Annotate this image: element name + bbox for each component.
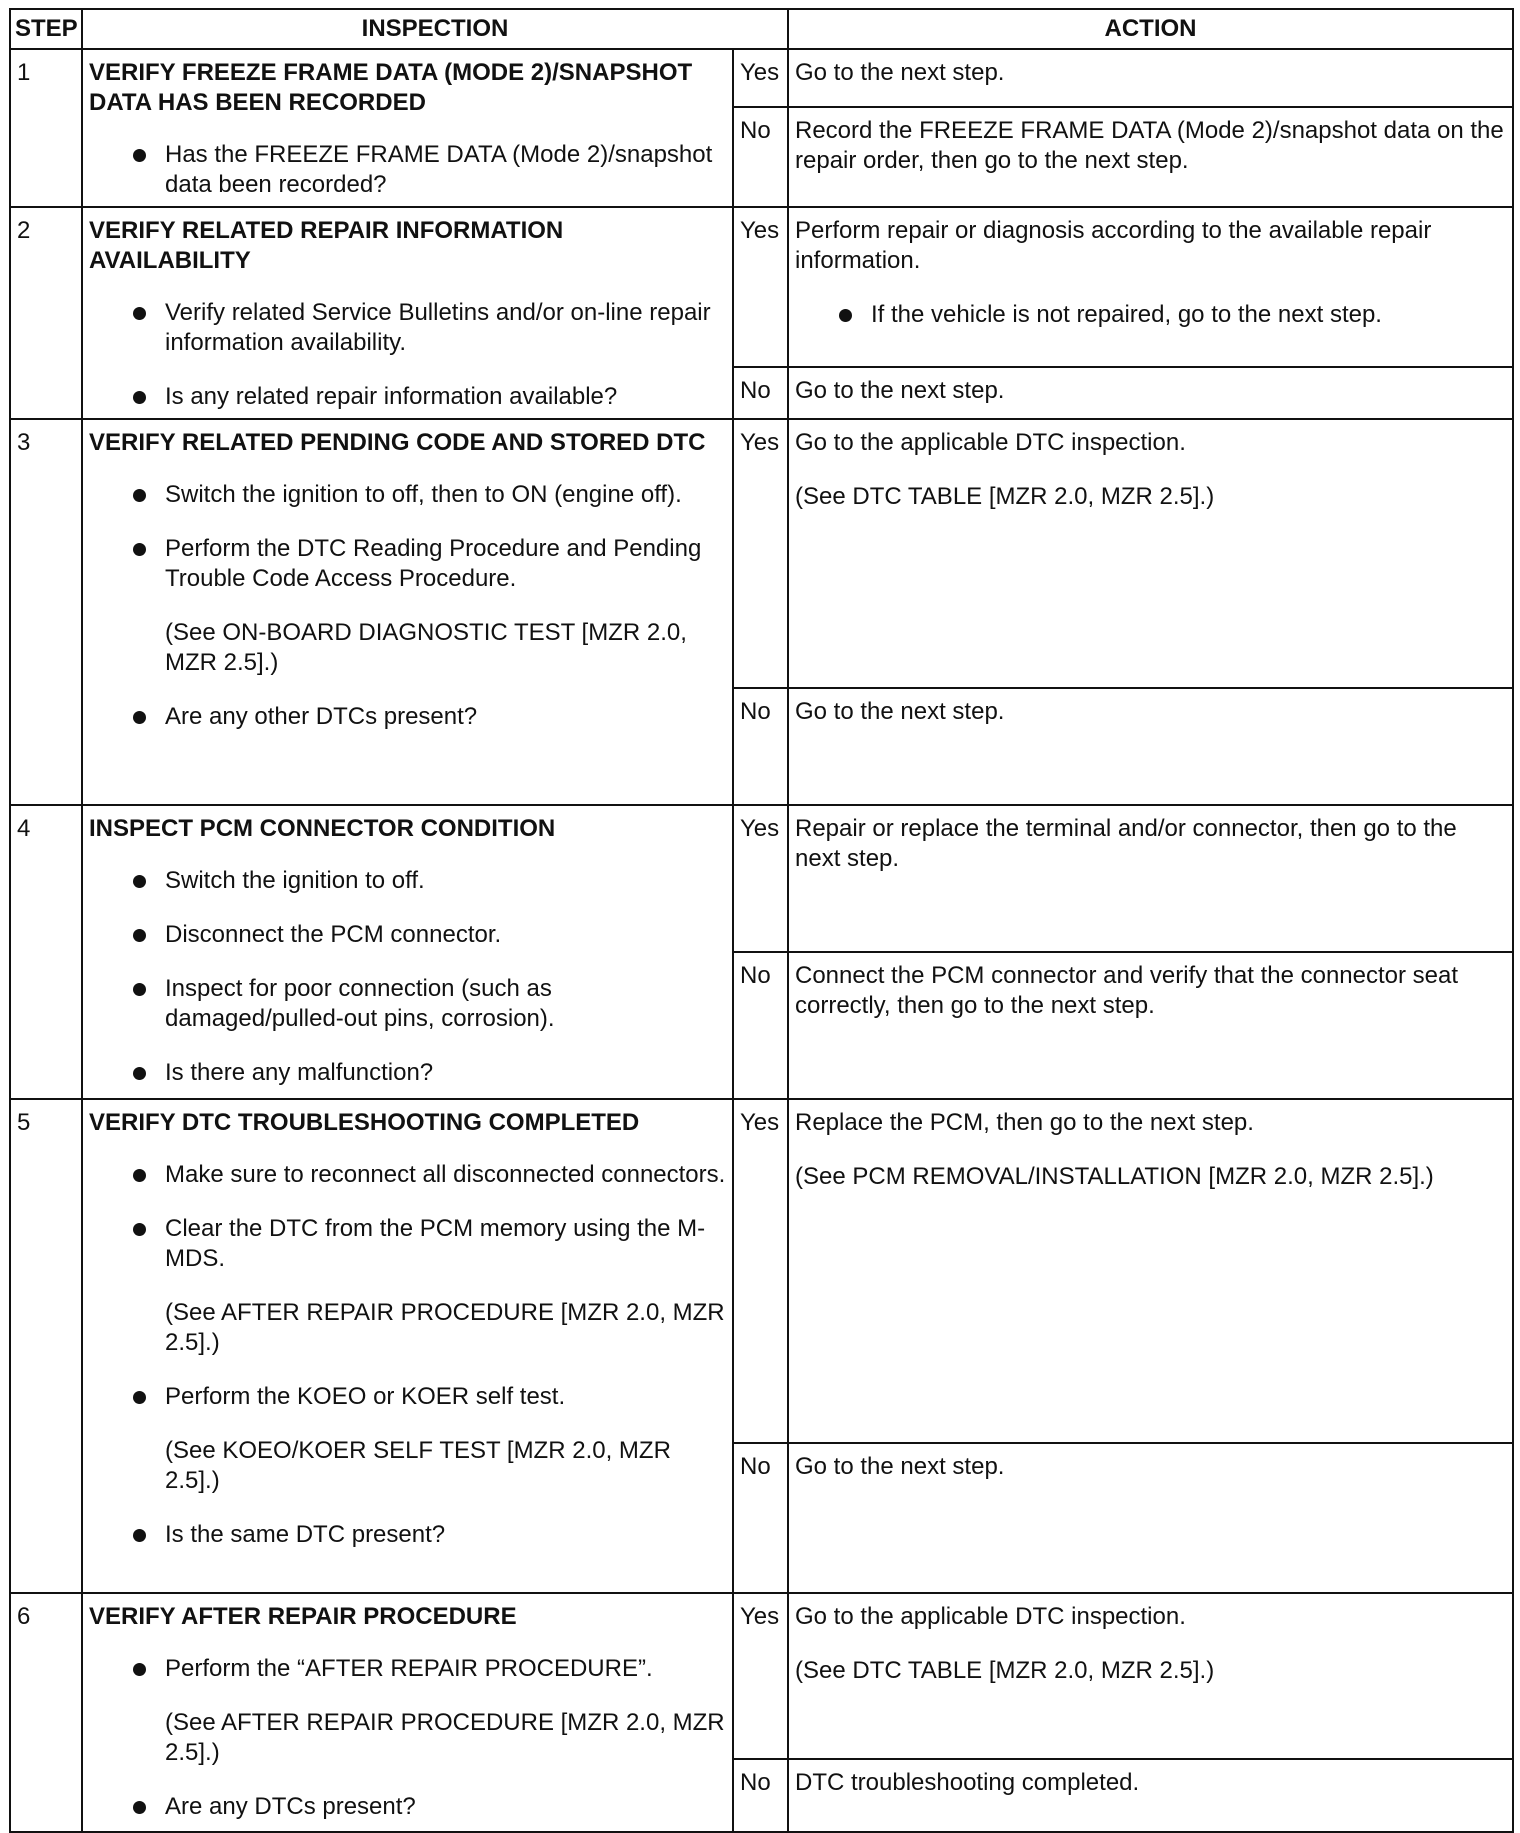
- action-text: (See DTC TABLE [MZR 2.0, MZR 2.5].): [795, 1657, 1215, 1684]
- inspection-title: INSPECT PCM CONNECTOR CONDITION: [89, 815, 556, 842]
- action-text: Go to the applicable DTC inspection.: [795, 1603, 1186, 1630]
- action-text: Go to the next step.: [795, 59, 1005, 86]
- step-row-6: [10, 1593, 1513, 1759]
- no-action: [788, 688, 1513, 805]
- step-number: 5: [10, 1099, 82, 1593]
- no-action: [788, 107, 1513, 207]
- no-label: No: [733, 367, 788, 419]
- action-text: Go to the next step.: [795, 376, 1005, 404]
- header-inspection: INSPECTION: [82, 9, 788, 49]
- inspection-bullet: Switch the ignition to off, then to ON (engine off).: [89, 480, 726, 510]
- reference-note: (See ON-BOARD DIAGNOSTIC TEST [MZR 2.0, MZR 2.5].): [165, 619, 687, 676]
- inspection-title: VERIFY AFTER REPAIR PROCEDURE: [89, 1603, 517, 1630]
- inspection-bullet: Perform the “AFTER REPAIR PROCEDURE”.: [89, 1654, 726, 1684]
- reference-note: (See AFTER REPAIR PROCEDURE [MZR 2.0, MZR 2.5].): [165, 1709, 725, 1766]
- yes-action: [788, 1593, 1513, 1759]
- inspection-bullet: Verify related Service Bulletins and/or on-line repair information availability.: [89, 298, 726, 358]
- diagnostic-table: [9, 8, 1514, 1833]
- step-row-1: [10, 49, 1513, 107]
- no-action: [788, 1759, 1513, 1832]
- step-number: 2: [10, 207, 82, 419]
- no-action: [788, 1443, 1513, 1593]
- action-text: Replace the PCM, then go to the next step.: [795, 1109, 1254, 1136]
- no-action: [788, 952, 1513, 1099]
- step-row-5: [10, 1099, 1513, 1443]
- no-label: No: [733, 952, 788, 1099]
- yes-action: [788, 419, 1513, 688]
- inspection-cell: [82, 805, 733, 1099]
- yes-label: Yes: [733, 805, 788, 952]
- yes-label: Yes: [733, 207, 788, 367]
- no-action: [788, 367, 1513, 419]
- action-bullet: If the vehicle is not repaired, go to the next step.: [795, 300, 1506, 330]
- no-label: No: [733, 107, 788, 207]
- step-number: 6: [10, 1593, 82, 1832]
- action-text: Go to the next step.: [795, 1453, 1005, 1480]
- inspection-title: VERIFY RELATED PENDING CODE AND STORED DTC: [89, 429, 706, 456]
- action-text: DTC troubleshooting completed.: [795, 1769, 1140, 1796]
- action-text: Repair or replace the terminal and/or connector, then go to the next step.: [795, 815, 1457, 872]
- inspection-bullet: Clear the DTC from the PCM memory using the M-MDS.: [89, 1214, 726, 1274]
- inspection-bullet: Inspect for poor connection (such as damaged/pulled-out pins, corrosion).: [89, 974, 726, 1034]
- inspection-title: VERIFY RELATED REPAIR INFORMATION AVAILABILITY: [89, 217, 564, 274]
- action-text: Go to the next step.: [795, 698, 1005, 725]
- step-row-2: [10, 207, 1513, 367]
- yes-label: Yes: [733, 49, 788, 107]
- inspection-cell: [82, 49, 733, 207]
- diagnostic-table-body: [10, 9, 1513, 1832]
- inspection-bullet: Switch the ignition to off.: [89, 866, 726, 896]
- inspection-cell: [82, 1593, 733, 1832]
- no-label: No: [733, 1759, 788, 1832]
- inspection-bullet: Is there any malfunction?: [89, 1058, 726, 1088]
- inspection-bullet: Perform the KOEO or KOER self test.: [89, 1382, 726, 1412]
- reference-note: (See KOEO/KOER SELF TEST [MZR 2.0, MZR 2.5].): [165, 1437, 671, 1494]
- inspection-cell: [82, 419, 733, 805]
- inspection-bullet: Are any DTCs present?: [89, 1792, 726, 1822]
- step-number: 1: [10, 49, 82, 207]
- inspection-title: VERIFY DTC TROUBLESHOOTING COMPLETED: [89, 1109, 640, 1136]
- inspection-bullet: Perform the DTC Reading Procedure and Pending Trouble Code Access Procedure.: [89, 534, 726, 594]
- header-action: ACTION: [788, 9, 1513, 49]
- action-text: Perform repair or diagnosis according to the available repair information.: [795, 217, 1432, 274]
- inspection-bullet: Is the same DTC present?: [89, 1520, 726, 1550]
- yes-label: Yes: [733, 419, 788, 688]
- inspection-cell: [82, 207, 733, 419]
- step-row-4: [10, 805, 1513, 952]
- yes-label: Yes: [733, 1593, 788, 1759]
- step-number: 3: [10, 419, 82, 805]
- action-text: Record the FREEZE FRAME DATA (Mode 2)/snapshot data on the repair order, then go to the next step.: [795, 117, 1504, 175]
- action-text: Go to the applicable DTC inspection.: [795, 429, 1186, 456]
- inspection-cell: [82, 1099, 733, 1593]
- yes-action: [788, 805, 1513, 952]
- step-row-3: [10, 419, 1513, 688]
- diagnostic-procedure-page: [9, 8, 1512, 1826]
- step-number: 4: [10, 805, 82, 1099]
- yes-action: [788, 207, 1513, 367]
- no-label: No: [733, 1443, 788, 1593]
- action-text: (See DTC TABLE [MZR 2.0, MZR 2.5].): [795, 483, 1215, 510]
- inspection-bullet: Has the FREEZE FRAME DATA (Mode 2)/snapshot data been recorded?: [89, 140, 726, 200]
- no-label: No: [733, 688, 788, 805]
- yes-action: [788, 1099, 1513, 1443]
- inspection-bullet: Disconnect the PCM connector.: [89, 920, 726, 950]
- yes-label: Yes: [733, 1099, 788, 1443]
- header-step: STEP: [10, 9, 82, 49]
- header-row: [10, 9, 1513, 49]
- yes-action: [788, 49, 1513, 107]
- inspection-bullet: Are any other DTCs present?: [89, 702, 726, 732]
- action-text: Connect the PCM connector and verify that the connector seat correctly, then go to the next step.: [795, 962, 1459, 1019]
- inspection-bullet: Make sure to reconnect all disconnected connectors.: [89, 1160, 726, 1190]
- inspection-bullet: Is any related repair information available?: [89, 382, 726, 412]
- action-text: (See PCM REMOVAL/INSTALLATION [MZR 2.0, MZR 2.5].): [795, 1163, 1434, 1190]
- reference-note: (See AFTER REPAIR PROCEDURE [MZR 2.0, MZR 2.5].): [165, 1299, 725, 1356]
- inspection-title: VERIFY FREEZE FRAME DATA (MODE 2)/SNAPSHOT DATA HAS BEEN RECORDED: [89, 59, 693, 116]
